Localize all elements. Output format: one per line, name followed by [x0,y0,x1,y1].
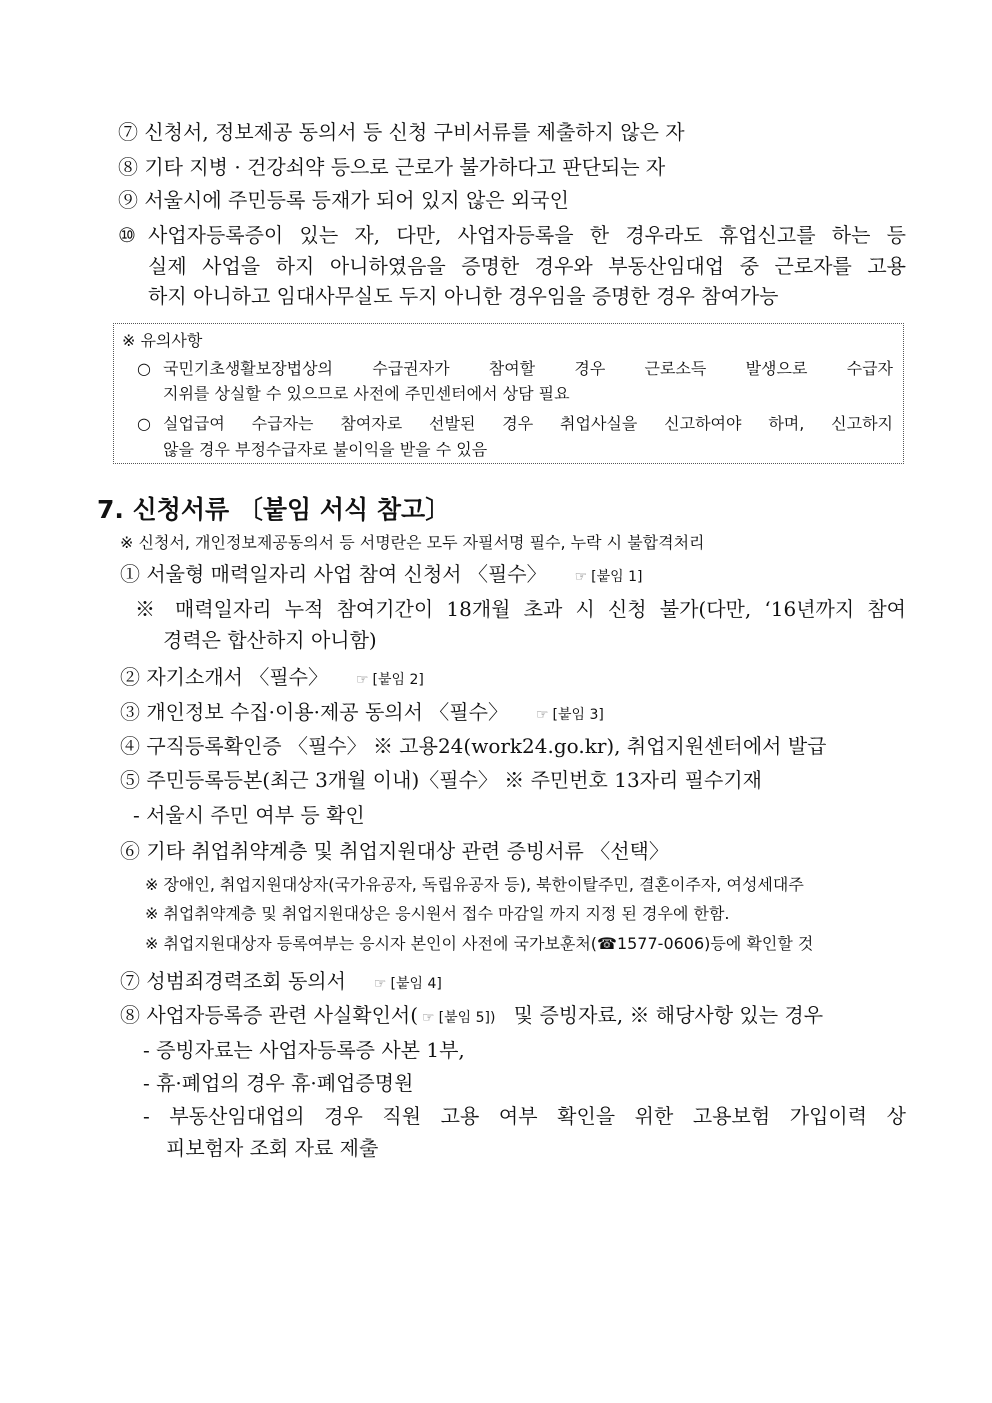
section-note: ※ 신청서, 개인정보제공동의서 등 서명란은 모두 자필서명 필수, 누락 시 불합격처리 [120,533,705,552]
doc-item-8: ⑧ 사업자등록증 관련 사실확인서( ☞ [붙임 5]) 및 증빙자료, ※ 해당사항 있는 경우 [120,1003,824,1027]
exclusion-item-10-line: 실제 사업을 하지 아니하였음을 증명한 경우와 부동산임대업 중 근로자를 고용 [148,254,906,278]
doc-item-8-note: 피보험자 조회 자료 제출 [166,1136,379,1160]
doc-item-3: ③ 개인정보 수집·이용·제공 동의서 〈필수〉 ☞ [붙임 3] [120,700,604,724]
attachment-ref: ☞ [붙임 4] [373,976,442,992]
exclusion-item-9: ⑨ 서울시에 주민등록 등재가 되어 있지 않은 외국인 [118,188,569,212]
doc-item-5-note: - 서울시 주민 여부 등 확인 [133,803,365,827]
notice-title: ※ 유의사항 [122,331,203,350]
notice-line: 국민기초생활보장법상의 수급권자가 참여할 경우 근로소득 발생으로 수급자 [163,359,893,378]
doc-item-2: ② 자기소개서 〈필수〉 ☞ [붙임 2] [120,665,424,689]
pointing-hand-icon: ☞ [355,672,369,688]
pointing-hand-icon: ☞ [422,1010,435,1026]
section-heading: 7. 신청서류 〔붙임 서식 참고〕 [97,495,451,524]
doc-item-8-note: - 휴·폐업의 경우 휴·폐업증명원 [143,1071,414,1095]
attachment-ref: ☞ [붙임 1] [574,569,643,585]
pointing-hand-icon: ☞ [535,707,549,723]
exclusion-item-10-line: 하지 아니하고 임대사무실도 두지 아니한 경우임을 증명한 경우 참여가능 [148,284,779,308]
notice-bullet: ○ [137,414,151,433]
doc-item-8-note: - 부동산임대업의 경우 직원 고용 여부 확인을 위한 고용보험 가입이력 상 [143,1104,906,1128]
notice-line: 지위를 상실할 수 있으므로 사전에 주민센터에서 상담 필요 [163,384,570,403]
notice-bullet: ○ [137,359,151,378]
exclusion-item-7: ⑦ 신청서, 정보제공 동의서 등 신청 구비서류를 제출하지 않은 자 [118,120,685,144]
exclusion-item-10-line: 사업자등록증이 있는 자, 다만, 사업자등록을 한 경우라도 휴업신고를 하는 등 [148,223,906,247]
pointing-hand-icon: ☞ [373,976,387,992]
doc-item-4: ④ 구직등록확인증 〈필수〉 ※ 고용24(work24.go.kr), 취업지원센터에서 발급 [120,734,827,758]
doc-item-1-note: 경력은 합산하지 아니함) [163,628,377,652]
doc-item-6-note: ※ 취업취약계층 및 취업지원대상은 응시원서 접수 마감일 까지 지정 된 경우에 한함. [145,904,730,923]
exclusion-item-10-num: ⑩ [118,223,136,247]
doc-item-6-note: ※ 취업지원대상자 등록여부는 응시자 본인이 사전에 국가보훈처(☎1577-0606)등에 확인할 것 [145,934,814,953]
doc-item-6: ⑥ 기타 취업취약계층 및 취업지원대상 관련 증빙서류 〈선택〉 [120,839,669,863]
exclusion-item-8: ⑧ 기타 지병 · 건강쇠약 등으로 근로가 불가하다고 판단되는 자 [118,155,666,179]
doc-item-1-note: ※ 매력일자리 누적 참여기간이 18개월 초과 시 신청 불가(다만, ‘16년까지 참여 [135,597,906,621]
attachment-ref: ☞ [붙임 5]) [422,1010,496,1026]
doc-item-6-note: ※ 장애인, 취업지원대상자(국가유공자, 독립유공자 등), 북한이탈주민, 결혼이주자, 여성세대주 [145,875,804,894]
doc-item-1: ① 서울형 매력일자리 사업 참여 신청서 〈필수〉 ☞ [붙임 1] [120,562,643,586]
pointing-hand-icon: ☞ [574,569,588,585]
attachment-ref: ☞ [붙임 2] [355,672,424,688]
doc-item-7: ⑦ 성범죄경력조회 동의서 ☞ [붙임 4] [120,969,442,993]
attachment-ref: ☞ [붙임 3] [535,707,604,723]
doc-item-5: ⑤ 주민등록등본(최근 3개월 이내)〈필수〉 ※ 주민번호 13자리 필수기재 [120,768,762,792]
doc-item-8-note: - 증빙자료는 사업자등록증 사본 1부, [143,1038,465,1062]
notice-line: 실업급여 수급자는 참여자로 선발된 경우 취업사실을 신고하여야 하며, 신고하지 [163,414,893,433]
notice-line: 않을 경우 부정수급자로 불이익을 받을 수 있음 [163,440,488,459]
